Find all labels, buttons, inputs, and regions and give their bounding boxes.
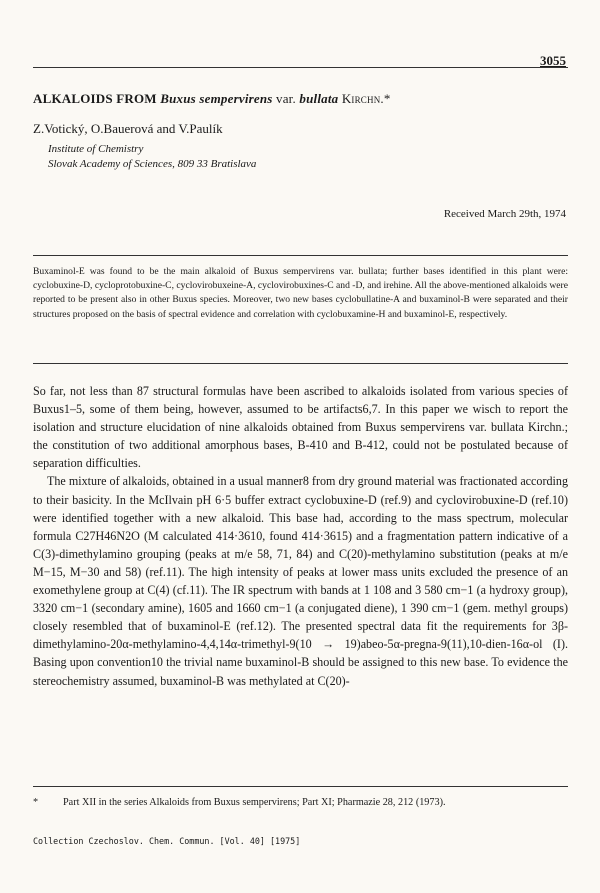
body-text [33, 382, 568, 690]
footnote-marker: * [33, 797, 39, 808]
article-title [33, 91, 573, 107]
abstract-top-rule [33, 255, 568, 256]
footnote-rule [33, 786, 568, 787]
journal-footer: Collection Czechoslov. Chem. Commun. [Vol. 40] [1975] [33, 836, 301, 846]
authors: Z.Votický, O.Bauerová and V.Paulík [33, 121, 223, 136]
abstract [33, 265, 568, 322]
title-author: Kirchn.* [341, 91, 391, 106]
title-variety: bullata [299, 91, 339, 106]
received-date: Received March 29th, 1974 [443, 208, 566, 220]
title-var: var. [276, 91, 296, 106]
institution-line-2: Slovak Academy of Sciences, 809 33 Bratislava [48, 158, 257, 170]
abstract-text: Buxaminol-E was found to be the main alkaloid of Buxus sempervirens var. bullata; further bases identified in this plant were: cyclobuxine-D, cycloprotobuxine-C, cyclovirobuxeine-A, cyclovirobuxines-C and -D, and irehine. All the above-mentioned alkaloids were reported to be present also in other Buxus species. Moreover, two new bases cyclobullatine-A and buxaminol-B were separated and their structures proposed on the basis of spectral evidence and correlation with cyclobuxamine-H and buxaminol-E, respectively. [33, 266, 568, 320]
abstract-bottom-rule [33, 363, 568, 364]
footnote [33, 796, 568, 810]
paragraph-1: So far, not less than 87 structural formulas have been ascribed to alkaloids isolated from various species of Buxus1–5, some of them being, however, assumed to be artifacts6,7. In this paper we wisch to report the isolation and structure elucidation of nine alkaloids obtained from Buxus sempervirens var. bullata Kirchn.; the constitution of two additional amorphous bases, B-410 and B-412, could not be postulated because of separation difficulties. [33, 384, 568, 471]
footnote-text: Part XII in the series Alkaloids from Buxus sempervirens; Part XI; Pharmazie 28, 212 (1973). [63, 797, 446, 808]
page-number: 3055 [540, 53, 566, 68]
paragraph-2: The mixture of alkaloids, obtained in a usual manner8 from dry ground material was fractionated according to their basicity. In the McIlvain pH 6·5 buffer extract cyclobuxine-D (ref.9) and cyclovirobuxine-D (ref.10) were identified together with a new alkaloid. This base had, according to the mass spectrum, molecular formula C27H46N2O (M calculated 414·3610, found 414·3615) and a fragmentation pattern indicative of a C(3)-dimethylamino grouping (peaks at m/e 58, 71, 84) and C(20)-methylamino substitution (peaks at m/e M−15, M−30 and 58) (ref.11). The high intensity of peaks at lower mass units excluded the presence of an exomethylene group at C(4) (cf.11). The IR spectrum with bands at 1 108 and 3 580 cm−1 (a hydroxy group), 3320 cm−1 (secondary amine), 1605 and 1660 cm−1 (a conjugated diene), 1 390 cm−1 (gem. methyl groups) closely resembled that of buxaminol-E (ref.12). The presented spectral data fit the requirements for 3β-dimethylamino-20α-methylamino-4,4,14α-trimethyl-9(10 → 19)abeo-5α-pregna-9(11),10-dien-16α-ol (I). Basing upon convention10 the trivial name buxaminol-B should be assigned to this new base. To evidence the stereochemistry assumed, buxaminol-B was methylated at C(20)- [33, 474, 568, 688]
title-species: Buxus sempervirens [160, 91, 273, 106]
institution-line-1: Institute of Chemistry [48, 143, 144, 155]
title-lead: ALKALOIDS FROM [33, 91, 157, 106]
top-rule [33, 67, 568, 68]
